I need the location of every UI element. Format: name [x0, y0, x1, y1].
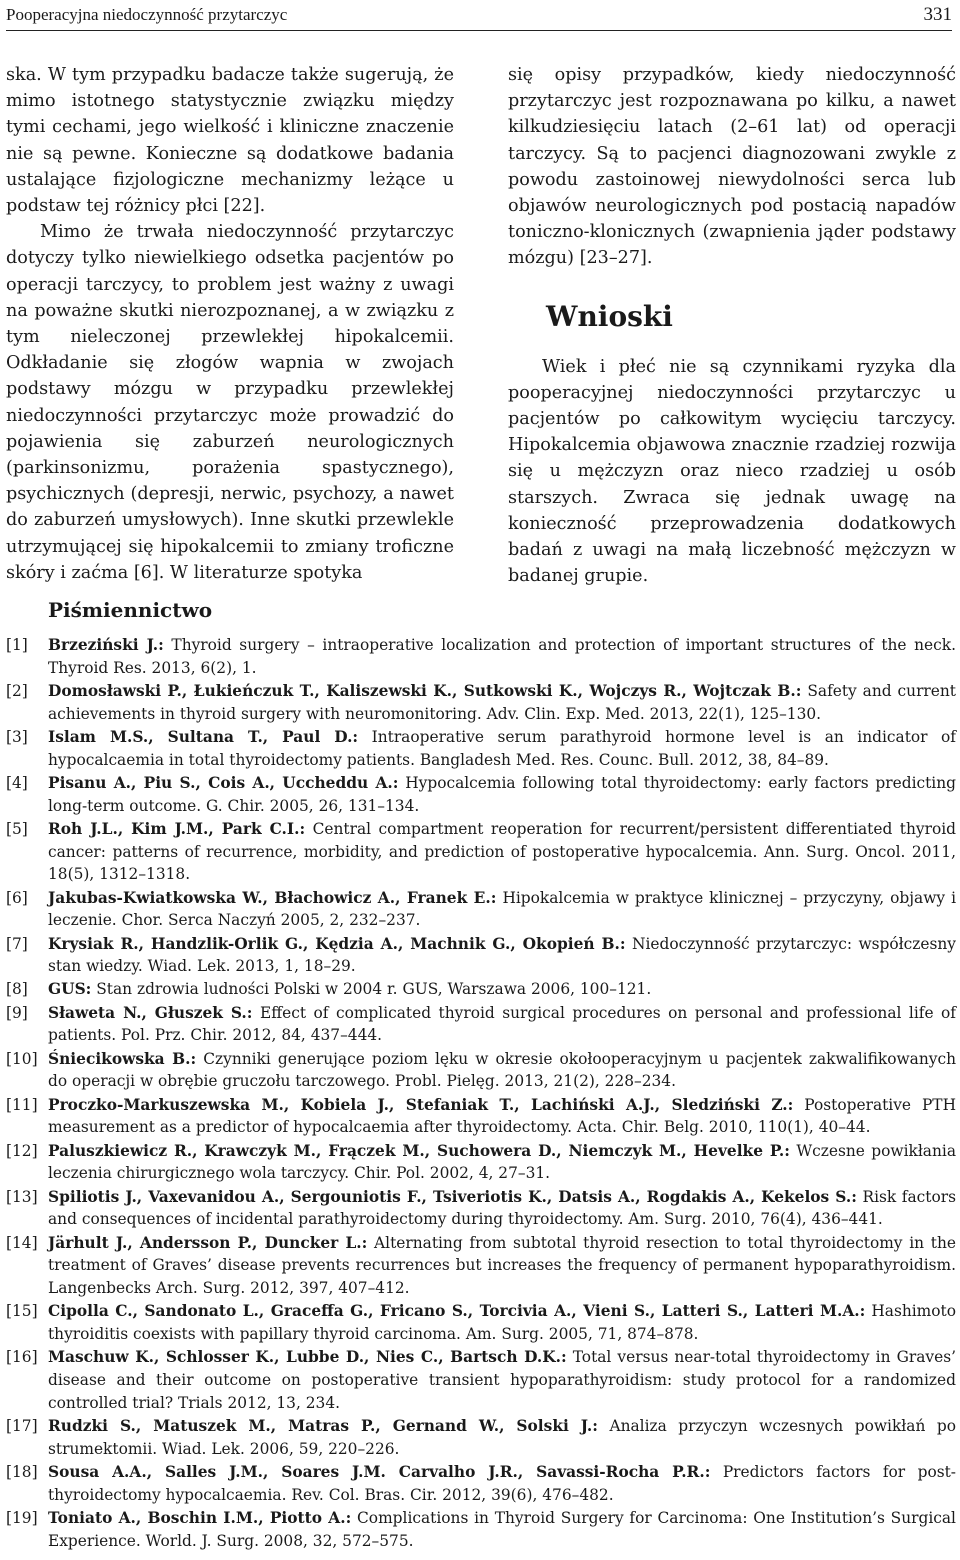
paragraph: się opisy przypadków, kiedy niedoczynność przytarczyc jest rozpoznawana po kilku, a nawet kilkudziesięciu latach (2–61 lat) od operacji tarczycy. Są to pacjenci diagnozowani zwykle z powodu zastoinowej niewydolności serca lub objawów neurologicznych pod postacią napadów toniczno-klonicznych (zwapnienia jąder podstawy mózgu) [23–27].	[508, 65, 956, 269]
reference-citation: Central compartment reoperation for recurrent/persistent differentiated thyroid cancer: patterns of recurrence, morbidity, and prediction of postoperative hypocalcemia. Ann. Surg. Oncol. 2011, 18(5), 1312–1318.	[48, 819, 956, 884]
reference-text	[48, 634, 956, 679]
reference-number: [7]	[6, 934, 28, 953]
reference-number: [19]	[6, 1508, 38, 1527]
reference-authors: Roh J.L., Kim J.M., Park C.I.:	[48, 819, 306, 838]
reference-item	[6, 1415, 956, 1460]
left-column	[6, 62, 454, 586]
conclusions-heading: Wnioski	[546, 299, 673, 333]
reference-authors: Jakubas-Kwiatkowska W., Błachowicz A., Franek E.:	[48, 888, 497, 907]
reference-text	[48, 887, 956, 932]
references-list	[6, 634, 956, 1553]
reference-text	[48, 1232, 956, 1300]
reference-text	[48, 818, 956, 886]
reference-authors: Paluszkiewicz R., Krawczyk M., Frączek M., Suchowera D., Niemczyk M., Hevelke P.:	[48, 1141, 790, 1160]
reference-item	[6, 933, 956, 978]
reference-text	[48, 1094, 956, 1139]
reference-citation: Stan zdrowia ludności Polski w 2004 r. GUS, Warszawa 2006, 100–121.	[91, 980, 652, 999]
reference-authors: Järhult J., Andersson P., Duncker L.:	[48, 1233, 368, 1252]
reference-authors: GUS:	[48, 980, 92, 999]
reference-item	[6, 634, 956, 679]
reference-item	[6, 1507, 956, 1552]
reference-citation: Hashimoto thyroiditis coexists with papillary thyroid carcinoma. Am. Surg. 2005, 71, 874–878.	[48, 1302, 956, 1343]
reference-authors: Proczko-Markuszewska M., Kobiela J., Stefaniak T., Lachiński A.J., Sledziński Z.:	[48, 1095, 794, 1114]
reference-citation: Risk factors and consequences of incidental parathyroidectomy during thyroidectomy. Am. Surg. 2010, 76(4), 436–441.	[48, 1187, 956, 1229]
reference-text	[48, 1507, 956, 1552]
reference-citation: Hypocalcemia following total thyroidectomy: early factors predicting long-term outcome. G. Chir. 2005, 26, 131–134.	[48, 773, 956, 815]
reference-authors: Spiliotis J., Vaxevanidou A., Sergouniotis F., Tsiveriotis K., Datsis A., Rogdakis A., Kekelos S.:	[48, 1187, 857, 1206]
reference-text	[48, 1461, 956, 1506]
reference-citation: Wczesne powikłania leczenia chirurgicznego wola tarczycy. Chir. Pol. 2002, 4, 27–31.	[48, 1141, 956, 1183]
reference-authors: Sławeta N., Głuszek S.:	[48, 1003, 253, 1022]
reference-number: [10]	[6, 1049, 38, 1068]
reference-text	[48, 1300, 956, 1345]
reference-citation: Effect of complicated thyroid surgical procedures on personal and professional life of patients. Pol. Prz. Chir. 2012, 84, 437–444.	[48, 1003, 957, 1045]
reference-number: [15]	[6, 1302, 38, 1321]
reference-item	[6, 887, 956, 932]
reference-item	[6, 1461, 956, 1506]
reference-authors: Toniato A., Boschin I.M., Piotto A.:	[48, 1508, 352, 1527]
reference-item	[6, 1300, 956, 1345]
reference-citation: Analiza przyczyn wczesnych powikłań po strumektomii. Wiad. Lek. 2006, 59, 220–226.	[48, 1416, 956, 1458]
reference-item	[6, 772, 956, 817]
reference-authors: Krysiak R., Handzlik-Orlik G., Kędzia A., Machnik G., Okopień B.:	[48, 934, 626, 953]
reference-citation: Czynniki generujące poziom lęku w okresie okołooperacyjnym u pacjentek zakwalifikowanych do operacji w obrębie gruczołu tarczowego. Probl. Pielęg. 2013, 21(2), 228–234.	[48, 1049, 956, 1091]
reference-text	[48, 1048, 956, 1093]
references-heading: Piśmiennictwo	[48, 598, 213, 622]
reference-authors: Śniecikowska B.:	[48, 1049, 197, 1068]
reference-number: [17]	[6, 1416, 38, 1435]
reference-text	[48, 1415, 956, 1460]
reference-item	[6, 680, 956, 725]
reference-number: [5]	[6, 819, 28, 838]
paragraph: ska. W tym przypadku badacze także sugerują, że mimo istotnego statystycznie związku między tymi cechami, jego wielkość i kliniczne znaczenie nie są pewne. Konieczne są dodatkowe badania ustalające fizjologiczne mechanizmy leżące u podstaw tej różnicy płci [22].	[6, 65, 454, 217]
reference-number: [14]	[6, 1233, 38, 1252]
reference-authors: Islam M.S., Sultana T., Paul D.:	[48, 727, 359, 746]
reference-authors: Cipolla C., Sandonato L., Graceffa G., Fricano S., Torcivia A., Vieni S., Latteri S., Latteri M.A.:	[48, 1302, 866, 1321]
reference-number: [16]	[6, 1348, 38, 1367]
paragraph: Mimo że trwała niedoczynność przytarczyc dotyczy tylko niewielkiego odsetka pacjentów po operacji tarczycy, to problem jest ważny z uwagi na poważne skutki nierozpoznanej, a w związku z tym nieleczonej przewlekłej hipokalcemii. Odkładanie się złogów wapnia w zwojach podstawy mózgu w przypadku przewlekłej niedoczynności przytarczyc może prowadzić do pojawienia się zaburzeń neurologicznych (parkinsonizmu, porażenia spastycznego), psychicznych (depresji, nerwic, psychozy, a nawet do zaburzeń umysłowych). Inne skutki przewlekle utrzymującej się hipokalcemii to zmiany troficzne skóry i zaćma [6]. W literaturze spotyka	[6, 222, 454, 583]
reference-item	[6, 1186, 956, 1231]
reference-text	[48, 978, 956, 1001]
running-header	[6, 0, 952, 31]
reference-number: [4]	[6, 773, 28, 792]
reference-number: [6]	[6, 888, 28, 907]
reference-number: [11]	[6, 1095, 38, 1114]
reference-authors: Brzeziński J.:	[48, 636, 164, 654]
reference-number: [1]	[6, 636, 28, 654]
reference-authors: Domosławski P., Łukieńczuk T., Kaliszewski K., Sutkowski K., Wojczys R., Wojtczak B.:	[48, 681, 802, 700]
conclusions-paragraph: Wiek i płeć nie są czynnikami ryzyka dla pooperacyjnej niedoczynności przytarczyc u pacjentów po całkowitym wycięciu tarczycy. Hipokalcemia objawowa znacznie rzadziej rozwija się u mężczyzn oraz nieco rzadziej u osób starszych. Zwraca się jednak uwagę na konieczność przeprowadzenia dodatkowych badań z uwagi na małą liczebność mężczyzn w badanej grupie.	[508, 356, 956, 587]
reference-text	[48, 726, 956, 771]
reference-number: [9]	[6, 1003, 28, 1022]
reference-number: [3]	[6, 727, 28, 746]
reference-item	[6, 978, 956, 1001]
reference-item	[6, 1232, 956, 1300]
reference-item	[6, 1346, 956, 1414]
reference-citation: Thyroid surgery – intraoperative localization and protection of important structures of the neck. Thyroid Res. 2013, 6(2), 1.	[48, 636, 956, 677]
reference-number: [8]	[6, 980, 28, 999]
reference-authors: Sousa A.A., Salles J.M., Soares J.M. Carvalho J.R., Savassi-Rocha P.R.:	[48, 1462, 711, 1481]
reference-citation: Complications in Thyroid Surgery for Carcinoma: One Institution’s Surgical Experience. World. J. Surg. 2008, 32, 572–575.	[48, 1508, 956, 1550]
reference-authors: Rudzki S., Matuszek M., Matras P., Gernand W., Solski J.:	[48, 1416, 598, 1435]
reference-text	[48, 1346, 956, 1414]
reference-citation: Total versus near-total thyroidectomy in Graves’ disease and their outcome on postoperative transient hypoparathyroidism: study protocol for a randomized controlled trial? Trials 2012, 13, 234.	[48, 1348, 956, 1412]
reference-citation: Postoperative PTH measurement as a predictor of hypocalcaemia after thyroidectomy. Acta. Chir. Belg. 2010, 110(1), 40–44.	[48, 1095, 956, 1137]
reference-text	[48, 1002, 956, 1047]
reference-authors: Maschuw K., Schlosser K., Lubbe D., Nies C., Bartsch D.K.:	[48, 1348, 567, 1367]
reference-item	[6, 1140, 956, 1185]
reference-citation: Alternating from subtotal thyroid resection to total thyroidectomy in the treatment of Graves’ disease prevents recurrences but increases the frequency of permanent hypoparathyroidism. Langenbecks Arch. Surg. 2012, 397, 407–412.	[48, 1233, 956, 1297]
right-column	[508, 62, 956, 589]
reference-text	[48, 1140, 956, 1185]
reference-citation: Intraoperative serum parathyroid hormone level is an indicator of hypocalcaemia in total thyroidectomy patients. Bangladesh Med. Res. Counc. Bull. 2012, 38, 84–89.	[48, 727, 956, 769]
reference-item	[6, 1048, 956, 1093]
reference-item	[6, 1094, 956, 1139]
reference-authors: Pisanu A., Piu S., Cois A., Uccheddu A.:	[48, 773, 399, 792]
reference-item	[6, 818, 956, 886]
reference-item	[6, 1002, 956, 1047]
reference-item	[6, 726, 956, 771]
reference-citation: Niedoczynność przytarczyc: współczesny stan wiedzy. Wiad. Lek. 2013, 1, 18–29.	[48, 934, 957, 976]
reference-citation: Predictors factors for post-thyroidectomy hypocalcaemia. Rev. Col. Bras. Cir. 2012, 39(6), 476–482.	[48, 1462, 956, 1504]
reference-number: [2]	[6, 681, 28, 700]
reference-number: [13]	[6, 1187, 38, 1206]
reference-text	[48, 772, 956, 817]
reference-number: [12]	[6, 1141, 38, 1160]
running-title: Pooperacyjna niedoczynność przytarczyc	[6, 5, 288, 24]
reference-text	[48, 933, 956, 978]
reference-citation: Hipokalcemia w praktyce klinicznej – przyczyny, objawy i leczenie. Chor. Serca Naczyń 2005, 2, 232–237.	[48, 888, 956, 930]
reference-number: [18]	[6, 1462, 38, 1481]
reference-citation: Safety and current achievements in thyroid surgery with neuromonitoring. Adv. Clin. Exp. Med. 2013, 22(1), 125–130.	[48, 681, 956, 723]
reference-text	[48, 680, 956, 725]
reference-text	[48, 1186, 956, 1231]
page-number: 331	[923, 4, 952, 25]
